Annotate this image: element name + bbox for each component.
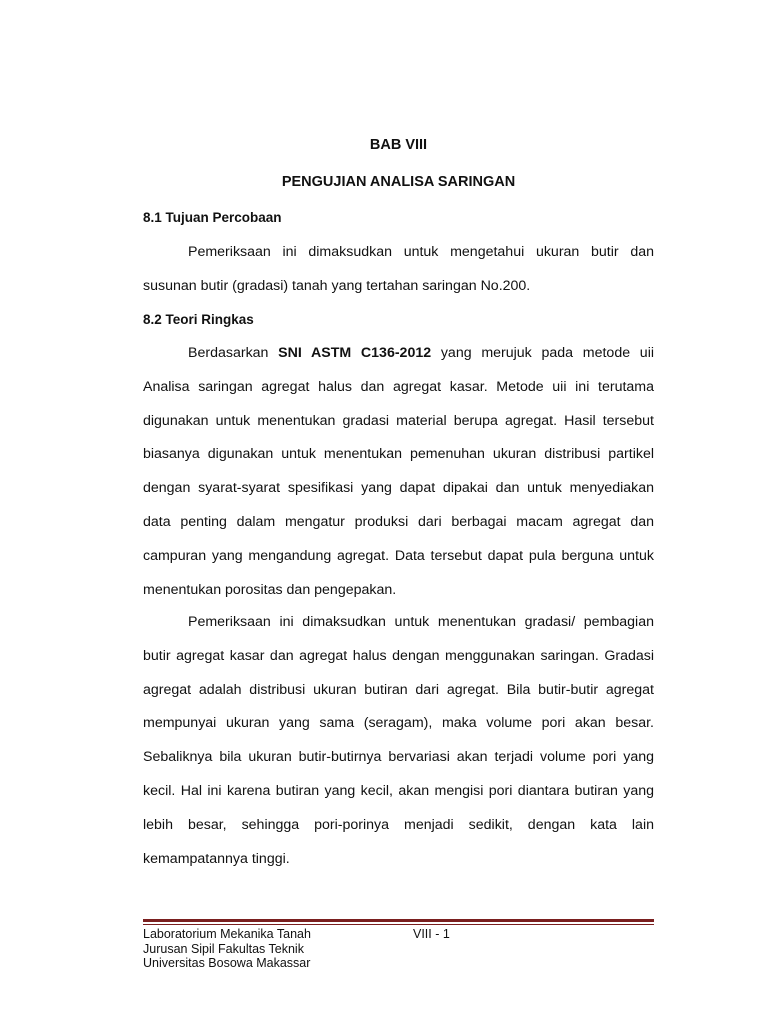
footer-rule-thick [143, 919, 654, 922]
section-heading-teori: 8.2 Teori Ringkas [143, 312, 254, 327]
section-heading-tujuan: 8.1 Tujuan Percobaan [143, 210, 282, 225]
paragraph-teori-1 [143, 337, 654, 607]
chapter-label: BAB VIII [369, 137, 428, 153]
footer-institution [143, 927, 311, 971]
paragraph-tujuan [143, 236, 654, 304]
footer-line-lab: Laboratorium Mekanika Tanah [143, 927, 311, 941]
footer-line-department: Jurusan Sipil Fakultas Teknik [143, 941, 304, 956]
standard-reference: SNI ASTM C136-2012 [278, 345, 432, 361]
paragraph-prefix: Berdasarkan [188, 345, 279, 361]
paragraph-text: Pemeriksaan ini dimaksudkan untuk menentukan gradasi/ pembagian butir agregat kasar dan agregat halus dengan menggunakan saringan. Gradasi agregat adalah distribusi ukuran butiran dari agregat. Bila butir-butir agregat mempunyai ukuran yang sama (seragam), maka volume pori akan besar. Sebaliknya bila ukuran butir-butirnya bervariasi akan terjadi volume pori yang kecil. Hal ini karena butiran yang kecil, akan mengisi pori diantara butiran yang lebih besar, sehingga pori-porinya menjadi sedikit, dengan kata lain kemampatannya tinggi. [143, 614, 654, 867]
page-number: VIII - 1 [413, 927, 450, 941]
footer-rule-thin [143, 924, 654, 925]
footer-line-university: Universitas Bosowa Makassar [143, 956, 311, 970]
paragraph-text: Pemeriksaan ini dimaksudkan untuk mengetahui ukuran butir dan susunan butir (gradasi) tanah yang tertahan saringan No.200. [143, 244, 654, 294]
paragraph-teori-2 [143, 606, 654, 876]
paragraph-text: yang merujuk pada metode uii Analisa saringan agregat halus dan agregat kasar. Metode uii ini terutama digunakan untuk menentukan gradasi material berupa agregat. Hasil tersebut biasanya digunakan untuk menentukan pemenuhan ukuran distribusi partikel dengan syarat-syarat spesifikasi yang dapat dipakai dan untuk menyediakan data penting dalam mengatur produksi dari berbagai macam agregat dan campuran yang mengandung agregat. Data tersebut dapat pula berguna untuk menentukan porositas dan pengepakan. [143, 345, 655, 598]
chapter-title: PENGUJIAN ANALISA SARINGAN [281, 174, 516, 190]
